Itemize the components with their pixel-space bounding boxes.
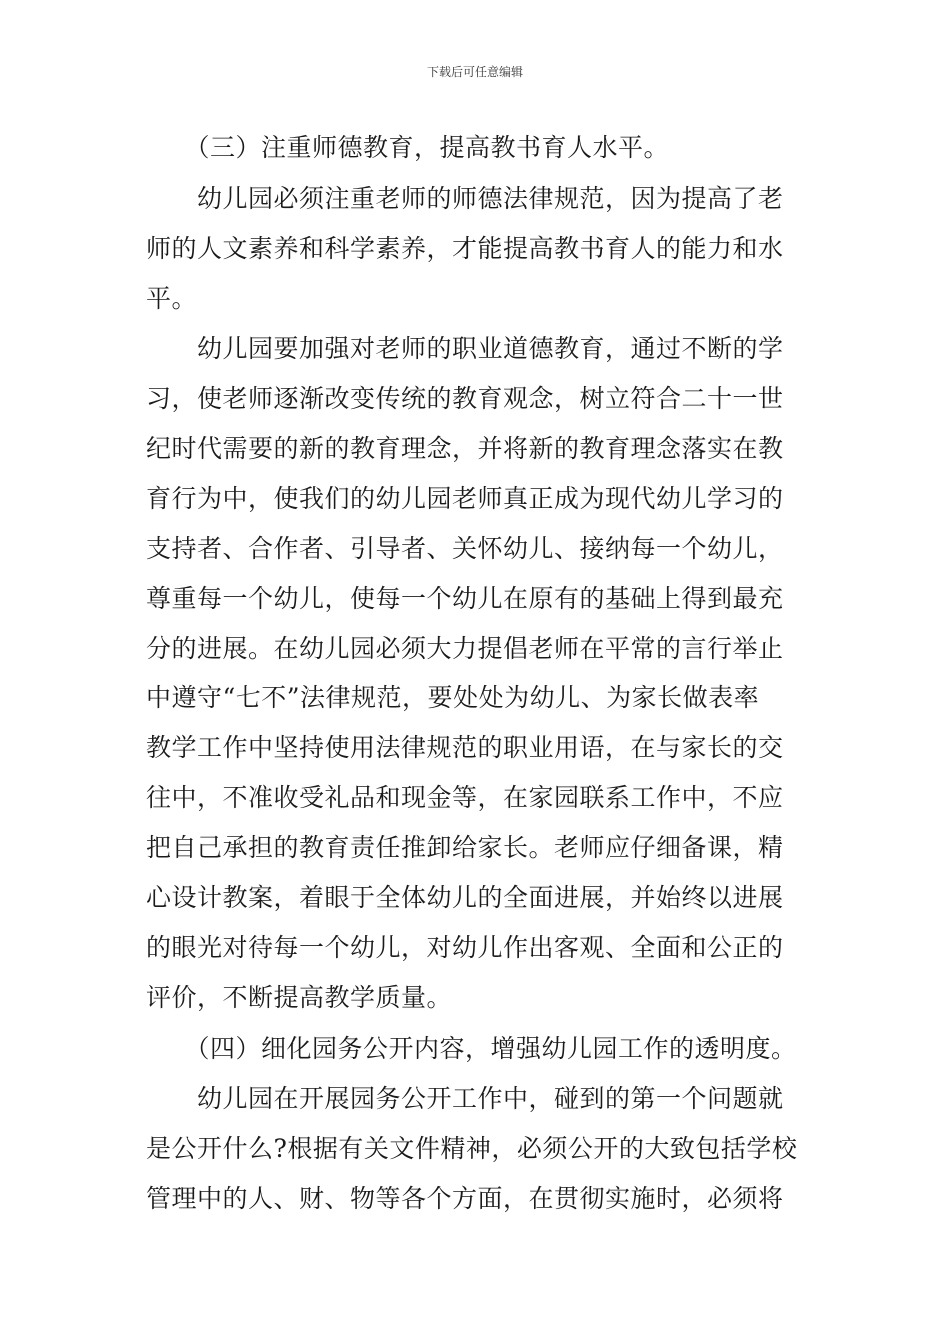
body-line: 幼儿园必须注重老师的师德法律规范，因为提高了老 <box>146 184 784 213</box>
body-line: 教学工作中坚持使用法律规范的职业用语，在与家长的交 <box>146 733 784 762</box>
body-line: 是公开什么?根据有关文件精神，必须公开的大致包括学校 <box>146 1134 798 1163</box>
body-line: 把自己承担的教育责任推卸给家长。老师应仔细备课，精 <box>146 833 784 862</box>
body-line: 尊重每一个幼儿，使每一个幼儿在原有的基础上得到最充 <box>146 584 784 613</box>
body-line: 管理中的人、财、物等各个方面，在贯彻实施时，必须将 <box>146 1184 784 1213</box>
body-line: 中遵守“七不”法律规范，要处处为幼儿、为家长做表率 <box>146 683 760 712</box>
page-header-note: 下载后可任意编辑 <box>426 65 523 79</box>
body-line: 平。 <box>146 284 198 313</box>
body-line: 育行为中，使我们的幼儿园老师真正成为现代幼儿学习的 <box>146 484 784 513</box>
body-line: （四）细化园务公开内容，增强幼儿园工作的透明度。 <box>146 1034 797 1063</box>
body-line: （三）注重师德教育，提高教书育人水平。 <box>146 133 670 162</box>
body-line: 评价，不断提高教学质量。 <box>146 983 453 1012</box>
body-line: 纪时代需要的新的教育理念，并将新的教育理念落实在教 <box>146 434 784 463</box>
body-line: 的眼光对待每一个幼儿，对幼儿作出客观、全面和公正的 <box>146 933 784 962</box>
body-line: 习，使老师逐渐改变传统的教育观念，树立符合二十一世 <box>146 384 784 413</box>
body-line: 心设计教案，着眼于全体幼儿的全面进展，并始终以进展 <box>146 883 784 912</box>
body-line: 支持者、合作者、引导者、关怀幼儿、接纳每一个幼儿， <box>146 534 784 563</box>
body-line: 幼儿园在开展园务公开工作中，碰到的第一个问题就 <box>146 1084 784 1113</box>
body-line: 往中，不准收受礼品和现金等，在家园联系工作中，不应 <box>146 783 784 812</box>
body-line: 分的进展。在幼儿园必须大力提倡老师在平常的言行举止 <box>146 634 784 663</box>
body-line: 师的人文素养和科学素养，才能提高教书育人的能力和水 <box>146 234 784 263</box>
body-line: 幼儿园要加强对老师的职业道德教育，通过不断的学 <box>146 334 784 363</box>
